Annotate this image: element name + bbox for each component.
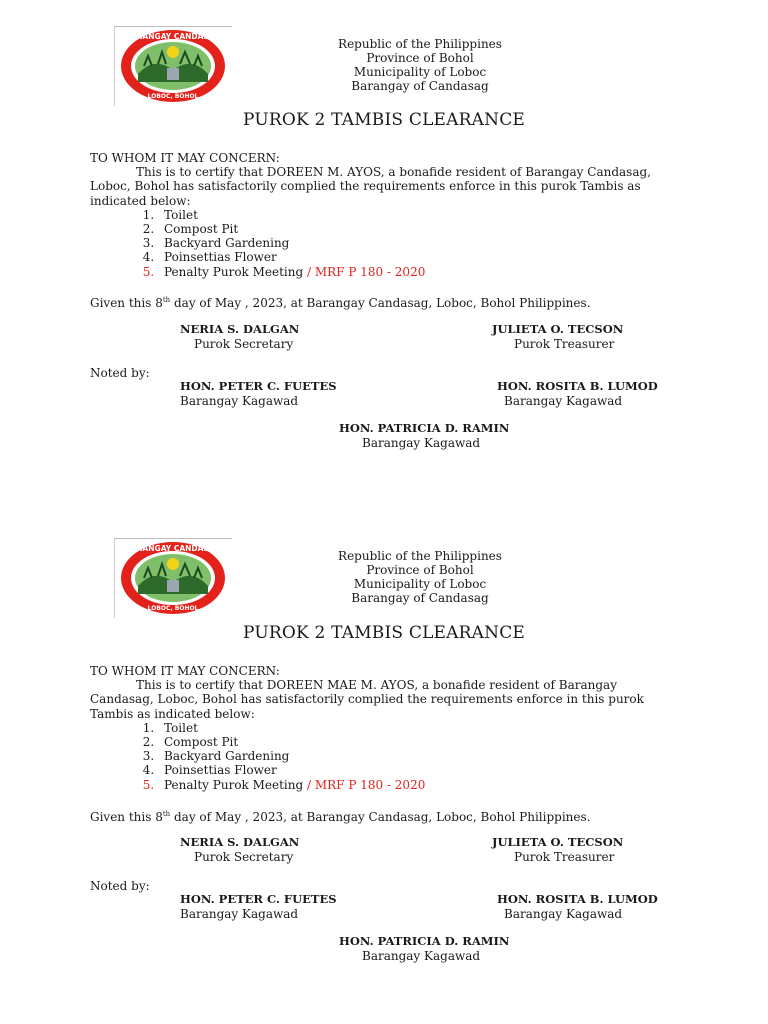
signatory-treasurer-name: JULIETA O. TECSON	[492, 322, 624, 336]
given-prefix: Given this 8	[90, 810, 163, 824]
signatory-treasurer-name: JULIETA O. TECSON	[492, 835, 624, 849]
list-item: 4. Poinsettias Flower	[158, 763, 680, 777]
certify-line-2: Candasag, Loboc, Bohol has satisfactorily complied the requirements enforce in this purok	[90, 692, 644, 707]
requirements-list	[90, 721, 680, 792]
certify-line-2: Loboc, Bohol has satisfactorily complied the requirements enforce in this purok Tambis as	[90, 179, 641, 194]
given-suffix: day of May , 2023, at Barangay Candasag, Loboc, Bohol Philippines.	[170, 296, 591, 310]
clearance-body	[90, 151, 680, 279]
given-date-line	[90, 807, 590, 824]
signatory-secretary-name: NERIA S. DALGAN	[180, 835, 300, 849]
svg-text:BARANGAY CANDASAG: BARANGAY CANDASAG	[125, 32, 221, 41]
given-date-line	[90, 293, 590, 310]
signatory-secretary-role: Purok Secretary	[194, 337, 294, 351]
signatory-kagawad-ramin-name: HON. PATRICIA D. RAMIN	[339, 421, 510, 435]
list-item: 1. Toilet	[158, 721, 680, 735]
signatory-kagawad-fuetes-role: Barangay Kagawad	[180, 394, 299, 408]
signatory-kagawad-lumod-name: HON. ROSITA B. LUMOD	[497, 379, 658, 393]
svg-text:LOBOC, BOHOL: LOBOC, BOHOL	[147, 605, 199, 612]
signatory-kagawad-lumod-name: HON. ROSITA B. LUMOD	[497, 892, 658, 906]
header-line-province: Province of Bohol	[366, 51, 474, 65]
given-superscript: th	[162, 296, 171, 304]
noted-by-label: Noted by:	[90, 366, 150, 380]
signatory-secretary-role: Purok Secretary	[194, 850, 294, 864]
signatory-secretary-name: NERIA S. DALGAN	[180, 322, 300, 336]
certify-line-1: This is to certify that DOREEN M. AYOS, a bonafide resident of Barangay Candasag,	[136, 165, 651, 180]
list-item: 4. Poinsettias Flower	[158, 250, 680, 264]
given-prefix: Given this 8	[90, 296, 163, 310]
list-item: 1. Toilet	[158, 208, 680, 222]
given-suffix: day of May , 2023, at Barangay Candasag, Loboc, Bohol Philippines.	[170, 810, 591, 824]
header-line-municipality: Municipality of Loboc	[353, 65, 487, 79]
barangay-seal-logo	[114, 538, 232, 618]
signatory-treasurer-role: Purok Treasurer	[514, 850, 615, 864]
signatory-kagawad-ramin-role: Barangay Kagawad	[362, 949, 481, 963]
signatory-kagawad-fuetes-name: HON. PETER C. FUETES	[180, 379, 337, 393]
requirements-list	[90, 208, 680, 279]
clearance-title: PUROK 2 TAMBIS CLEARANCE	[242, 110, 526, 130]
list-item-penalty	[158, 778, 680, 792]
svg-text:BARANGAY CANDASAG: BARANGAY CANDASAG	[125, 544, 221, 553]
list-item-penalty	[158, 265, 680, 279]
header-line-republic: Republic of the Philippines	[338, 549, 502, 563]
noted-by-label: Noted by:	[90, 879, 150, 893]
penalty-note: / MRF P 180 - 2020	[303, 777, 426, 792]
signatory-kagawad-lumod-role: Barangay Kagawad	[504, 394, 623, 408]
penalty-note: / MRF P 180 - 2020	[303, 264, 426, 279]
clearance-body	[90, 664, 680, 792]
signatory-kagawad-ramin-name: HON. PATRICIA D. RAMIN	[339, 934, 510, 948]
certify-line-3: Tambis as indicated below:	[90, 706, 255, 721]
salutation: TO WHOM IT MAY CONCERN:	[90, 151, 280, 165]
certify-line-1: This is to certify that DOREEN MAE M. AYOS, a bonafide resident of Barangay	[136, 678, 617, 693]
signatory-kagawad-ramin-role: Barangay Kagawad	[362, 436, 481, 450]
header-line-barangay: Barangay of Candasag	[351, 591, 489, 605]
header-line-barangay: Barangay of Candasag	[351, 79, 489, 93]
barangay-seal-logo	[114, 26, 232, 106]
signatory-treasurer-role: Purok Treasurer	[514, 337, 615, 351]
penalty-label: Penalty Purok Meeting	[164, 264, 304, 279]
list-item: 2. Compost Pit	[158, 222, 680, 236]
header-line-municipality: Municipality of Loboc	[353, 577, 487, 591]
signatory-kagawad-fuetes-role: Barangay Kagawad	[180, 907, 299, 921]
salutation: TO WHOM IT MAY CONCERN:	[90, 664, 280, 678]
penalty-label: Penalty Purok Meeting	[164, 777, 304, 792]
list-item: 2. Compost Pit	[158, 735, 680, 749]
document-header	[250, 37, 590, 93]
list-item: 3. Backyard Gardening	[158, 749, 680, 763]
document-header	[250, 549, 590, 605]
certify-line-3: indicated below:	[90, 193, 191, 208]
given-superscript: th	[162, 810, 171, 818]
header-line-republic: Republic of the Philippines	[338, 37, 502, 51]
signatory-kagawad-lumod-role: Barangay Kagawad	[504, 907, 623, 921]
clearance-document-2	[0, 512, 768, 1024]
svg-text:LOBOC, BOHOL: LOBOC, BOHOL	[147, 93, 199, 100]
header-line-province: Province of Bohol	[366, 563, 474, 577]
clearance-title: PUROK 2 TAMBIS CLEARANCE	[242, 623, 526, 643]
signatory-kagawad-fuetes-name: HON. PETER C. FUETES	[180, 892, 337, 906]
list-item: 3. Backyard Gardening	[158, 236, 680, 250]
